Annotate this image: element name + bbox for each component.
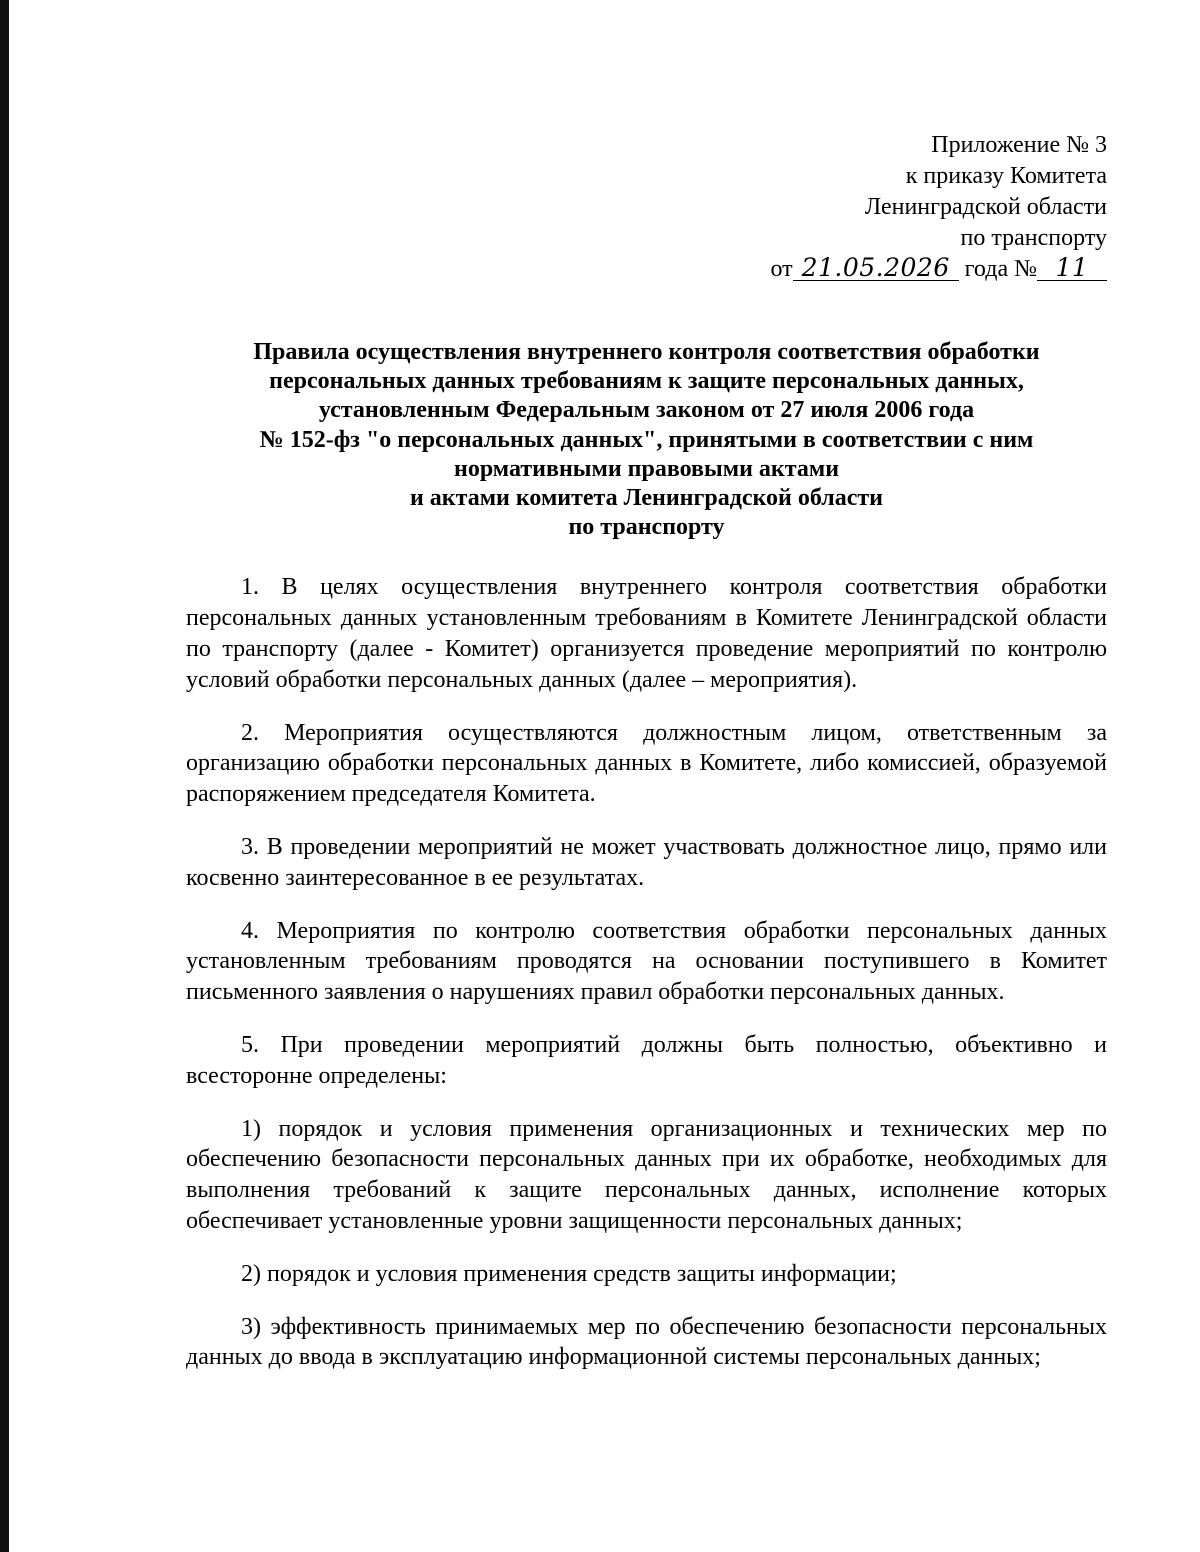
appendix-dept-line: по транспорту [960,225,1107,251]
appendix-header [186,130,1107,285]
title-line: персональных данных требованиям к защите персональных данных, [269,368,1024,395]
subitem-2: 2) порядок и условия применения средств защиты информации; [241,1260,897,1287]
subitem-1: 1) порядок и условия применения организационных и технических мер по обеспечению безопасности персональных данных при их обработке, необходимых для выполнения требований к защите персональных данных, исполнение которых обеспечивает установленные уровни защищенности персональных данных; [186,1115,1107,1234]
title-line: и актами комитета Ленинградской области [409,485,884,512]
paragraph-2: 2. Мероприятия осуществляются должностным лицом, ответственным за организацию обработки персональных данных в Комитете, либо комиссией, образуемой распоряжением председателя Комитета. [186,719,1107,808]
paragraph-3: 3. В проведении мероприятий не может участвовать должностное лицо, прямо или косвенно заинтересованное в ее результатах. [186,834,1107,891]
date-prefix: от [770,256,793,282]
title-line: установленным Федеральным законом от 27 июля 2006 года [318,397,975,424]
title-line: Правила осуществления внутреннего контроля соответствия обработки [253,339,1040,365]
paragraph-4: 4. Мероприятия по контролю соответствия обработки персональных данных установленным требованиям проводятся на основании поступившего в Комитет письменного заявления о нарушениях правил обработки персональных данных. [186,917,1107,1006]
appendix-region-line: Ленинградской области [864,194,1107,220]
date-suffix: года № [964,256,1037,282]
handwritten-date: 21.05.2026 [793,255,959,281]
paragraph-1: 1. В целях осуществления внутреннего контроля соответствия обработки персональных данных установленным требованиям в Комитете Ленинградской области по транспорту (далее - Комитет) организуется проведение мероприятий по контролю условий обработки персональных данных (далее – мероприятия). [186,574,1107,693]
appendix-date-line [186,254,1107,285]
document-page [186,130,1107,1373]
title-line: по транспорту [568,514,725,541]
appendix-order-line: к приказу Комитета [905,163,1107,189]
scan-edge [0,0,9,1552]
document-title [186,338,1107,542]
paragraph-5: 5. При проведении мероприятий должны быть полностью, объективно и всесторонне определены: [186,1031,1107,1089]
subitem-3: 3) эффективность принимаемых мер по обеспечению безопасности персональных данных до ввода в эксплуатацию информационной системы персональных данных; [186,1313,1107,1371]
appendix-number: Приложение № 3 [931,132,1107,158]
title-line: № 152-фз "о персональных данных", принятыми в соответствии с ним [259,426,1034,453]
title-line: нормативными правовыми актами [453,455,840,482]
handwritten-number: 11 [1037,255,1107,281]
